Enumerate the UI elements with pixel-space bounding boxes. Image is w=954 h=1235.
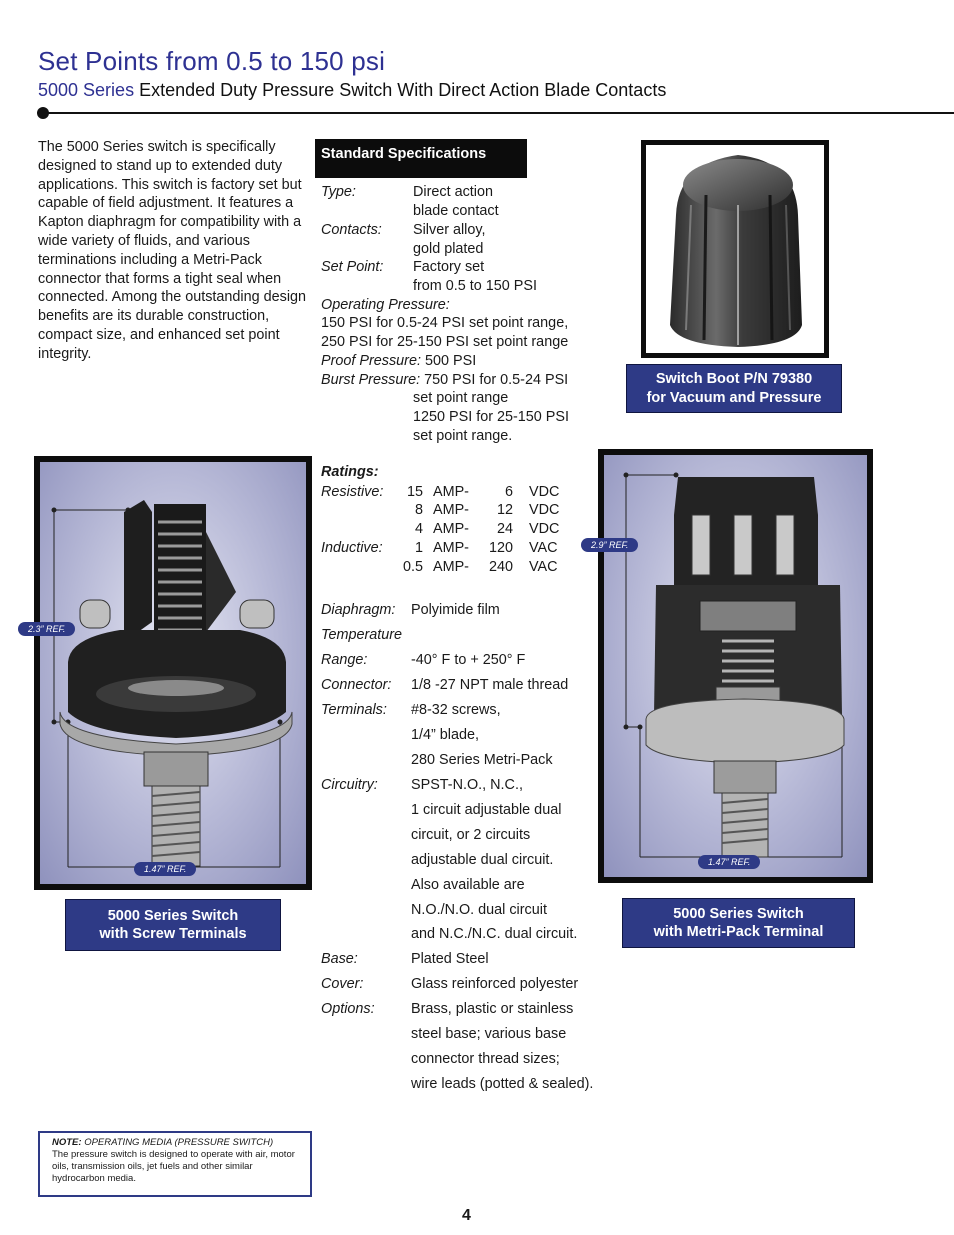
metripack-height-badge: 2.9” REF. — [581, 538, 638, 552]
page-number: 4 — [462, 1207, 471, 1224]
metripack-switch-photo — [604, 455, 867, 877]
intro-paragraph: The 5000 Series switch is specifically designed to stand up to extended duty applications. This switch is factory set but capable of field adjustment. It features a Kapton diaphragm for compatibility with a wide variety of fluids, and various terminations including a Metri-Pack connector that forms a tight seal when connected. Among the outstanding design benefits are its durable construction, compact size, and enhanced set point integrity. — [38, 139, 307, 362]
spec-contacts: Contacts: Silver alloy, — [321, 222, 486, 238]
spec-burst: Burst Pressure: 750 PSI for 0.5-24 PSI — [321, 372, 569, 388]
spec-setpoint: Set Point: Factory set — [321, 259, 485, 275]
detail-connector: Connector: 1/8 -27 NPT male thread — [321, 677, 569, 693]
detail-options: Options: Brass, plastic or stainless — [321, 1001, 574, 1017]
spec-operating-2: 250 PSI for 25-150 PSI set point range — [321, 334, 569, 350]
screw-switch-caption: 5000 Series Switch with Screw Terminals — [65, 899, 281, 951]
screw-height-badge: 2.3” REF. — [18, 622, 75, 636]
switch-boot-illustration — [646, 145, 824, 353]
detail-terminals: Terminals: #8-32 screws, — [321, 702, 501, 718]
boot-photo-frame — [641, 140, 829, 358]
spec-type: Type: Direct action — [321, 184, 493, 200]
ratings-inductive-label: Inductive: — [321, 540, 383, 556]
metripack-switch-caption: 5000 Series Switch with Metri-Pack Terminal — [622, 898, 855, 948]
detail-base: Base: Plated Steel — [321, 951, 489, 967]
detail-temperature: Temperature — [321, 627, 403, 643]
subtitle-rest: Extended Duty Pressure Switch With Direct Action Blade Contacts — [139, 80, 667, 100]
spec-operating-1: 150 PSI for 0.5-24 PSI set point range, — [321, 315, 569, 331]
ratings-resistive-label: Resistive: — [321, 484, 384, 500]
spec-header: Standard Specifications — [315, 139, 527, 178]
metripack-switch-photo-frame — [598, 449, 873, 883]
boot-caption: Switch Boot P/N 79380 for Vacuum and Pressure — [626, 364, 842, 413]
header-rule — [44, 112, 954, 114]
screw-width-badge: 1.47” REF. — [134, 862, 196, 876]
subtitle-series: 5000 Series — [38, 80, 135, 100]
ratings-title: Ratings: — [321, 464, 379, 480]
spec-operating-label: Operating Pressure: — [321, 297, 450, 313]
detail-circuitry: Circuitry: SPST-N.O., N.C., — [321, 777, 523, 793]
detail-diaphragm: Diaphragm: Polyimide film — [321, 602, 500, 618]
boot-photo — [646, 145, 824, 353]
detail-range: Range: -40° F to + 250° F — [321, 652, 526, 668]
note-heading: NOTE: OPERATING MEDIA (PRESSURE SWITCH) — [52, 1137, 274, 1148]
spec-proof: Proof Pressure: 500 PSI — [321, 353, 477, 369]
detail-cover: Cover: Glass reinforced polyester — [321, 976, 579, 992]
note-body: The pressure switch is designed to operate with air, motor oils, transmission oils, jet fuels and other similar hydrocarbon media. — [52, 1149, 295, 1184]
metripack-width-badge: 1.47” REF. — [698, 855, 760, 869]
page-title: Set Points from 0.5 to 150 psi — [38, 46, 386, 76]
screw-switch-illustration — [40, 462, 306, 884]
operating-media-note — [38, 1131, 312, 1197]
metripack-switch-illustration — [604, 455, 867, 877]
screw-switch-photo-frame — [34, 456, 312, 890]
screw-switch-photo — [40, 462, 306, 884]
page-subtitle — [38, 80, 666, 101]
